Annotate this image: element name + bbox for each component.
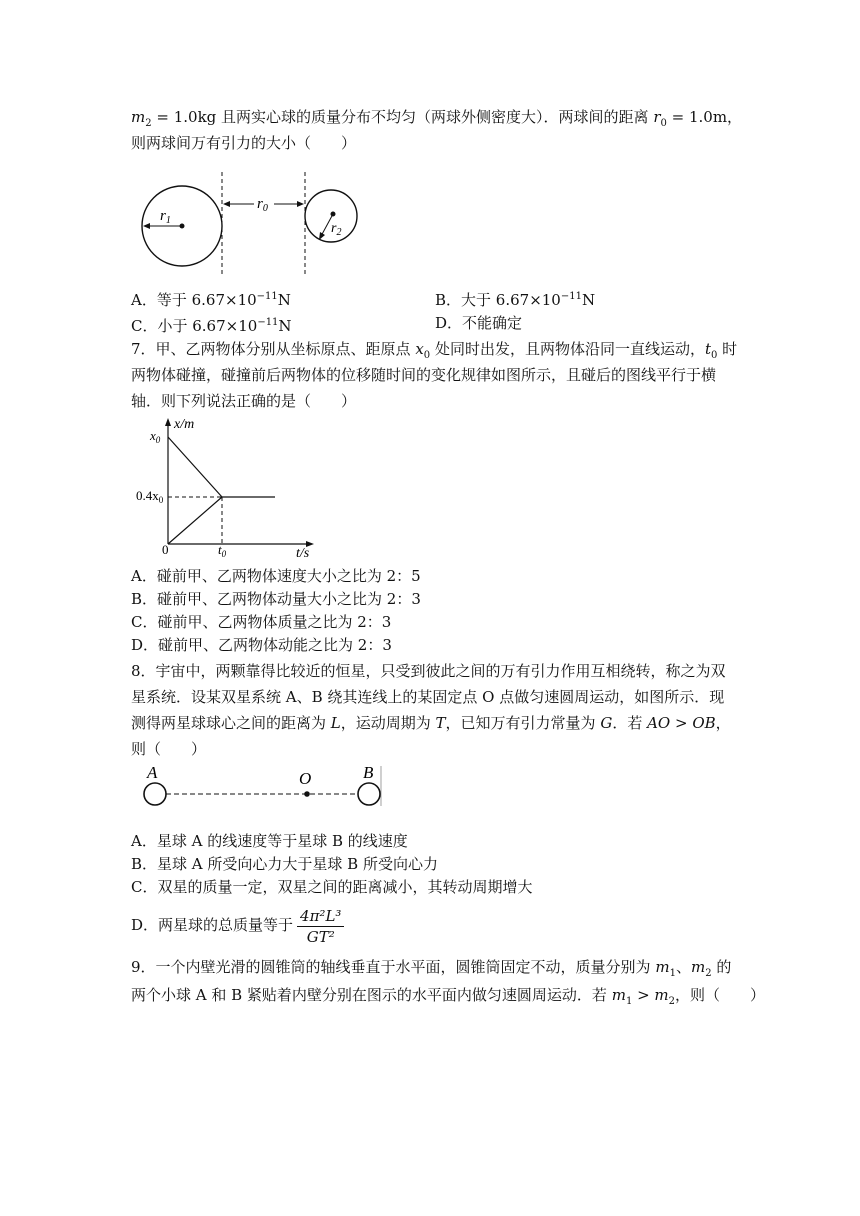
r0-label: $r_0$ [257, 196, 268, 214]
q7-option-c: C．碰前甲、乙两物体质量之比为 2：3 [131, 613, 392, 631]
star-b-label: B [363, 763, 374, 782]
star-b [358, 783, 380, 805]
x-tick-t0: $t_0$ [218, 542, 227, 559]
star-a [144, 783, 166, 805]
q8-stem-line1: 8．宇宙中，两颗靠得比较近的恒星，只受到彼此之间的万有引力作用互相绕转，称之为双 [131, 662, 726, 680]
q8-option-b: B．星球 A 所受向心力大于星球 B 所受向心力 [131, 855, 438, 873]
q9-stem-line2: 两个小球 A 和 B 紧贴着内壁分别在图示的水平面内做匀速圆周运动．若 $m_1 > m_2$，则（ ） [131, 986, 766, 1007]
q6-stem-line1: $m_2 = 1.0kg$ 且两实心球的质量分布不均匀（两球外侧密度大）．两球间的距离 $r_0 = 1.0m$， [131, 108, 743, 129]
m2-symbol: m [131, 108, 146, 126]
q6-stem-line2: 则两球间万有引力的大小（ ） [131, 134, 357, 152]
q8-stem-line3: 测得两星球球心之间的距离为 L，运动周期为 T，已知万有引力常量为 G．若 AO > OB， [131, 714, 731, 732]
q7-option-a: A．碰前甲、乙两物体速度大小之比为 2：5 [131, 567, 421, 585]
point-o [304, 791, 310, 797]
origin-label: 0 [162, 542, 169, 557]
total-mass-fraction: $\frac{\text{4π²L³}}{\text{GT²}}$ [297, 906, 344, 947]
r2-label: $r_2$ [331, 221, 342, 238]
q8-option-c: C．双星的质量一定，双星之间的距离减小，其转动周期增大 [131, 878, 533, 896]
q8-stem-line2: 星系统．设某双星系统 A、B 绕其连线上的某固定点 O 点做匀速圆周运动，如图所示．现 [131, 688, 725, 706]
q7-stem-line2: 两物体碰撞，碰撞前后两物体的位移随时间的变化规律如图所示，且碰后的图线平行于横 [131, 366, 717, 384]
q6-option-b: B．大于 $6.67\times 10^{-11}N$ [435, 291, 596, 309]
x-axis-label: t/s [296, 546, 310, 559]
two-spheres-figure [130, 170, 390, 280]
y-tick-0.4x0: $0.4x_0$ [136, 488, 164, 505]
q7-stem-line3: 轴．则下列说法正确的是（ ） [131, 392, 357, 410]
q7-option-b: B．碰前甲、乙两物体动量大小之比为 2：3 [131, 590, 421, 608]
line-yi-from-x0 [168, 437, 222, 497]
position-time-graph [130, 414, 330, 559]
q8-option-a: A．星球 A 的线速度等于星球 B 的线速度 [131, 832, 408, 850]
line-jia-from-origin [168, 497, 222, 544]
q7-option-d: D．碰前甲、乙两物体动能之比为 2：3 [131, 636, 392, 654]
q6-option-c: C．小于 $6.67\times 10^{-11}N$ [131, 317, 292, 335]
q6-option-a: A．等于 $6.67\times 10^{-11}N$ [131, 291, 291, 309]
point-o-label: O [299, 769, 312, 788]
q8-stem-line4: 则（ ） [131, 740, 207, 758]
star-a-label: A [147, 763, 158, 782]
q9-stem-line1: 9．一个内壁光滑的圆锥筒的轴线垂直于水平面，圆锥筒固定不动，质量分别为 $m_1$、$m_2$ 的 [131, 958, 732, 979]
q6-option-d: D．不能确定 [435, 314, 523, 332]
q7-stem-line1: 7．甲、乙两物体分别从坐标原点、距原点 $x_0$ 处同时出发，且两物体沿同一直线运动，$t_0$ 时 [131, 340, 738, 361]
q8-option-d: D．两星球的总质量等于 $\frac{\text{4π²L³}}{\text{GT²}}$ [131, 905, 344, 947]
y-tick-x0: $x_0$ [150, 428, 161, 445]
r1-label: $r_1$ [160, 208, 171, 226]
y-axis-label: x/m [174, 417, 195, 432]
binary-star-figure [135, 760, 395, 812]
